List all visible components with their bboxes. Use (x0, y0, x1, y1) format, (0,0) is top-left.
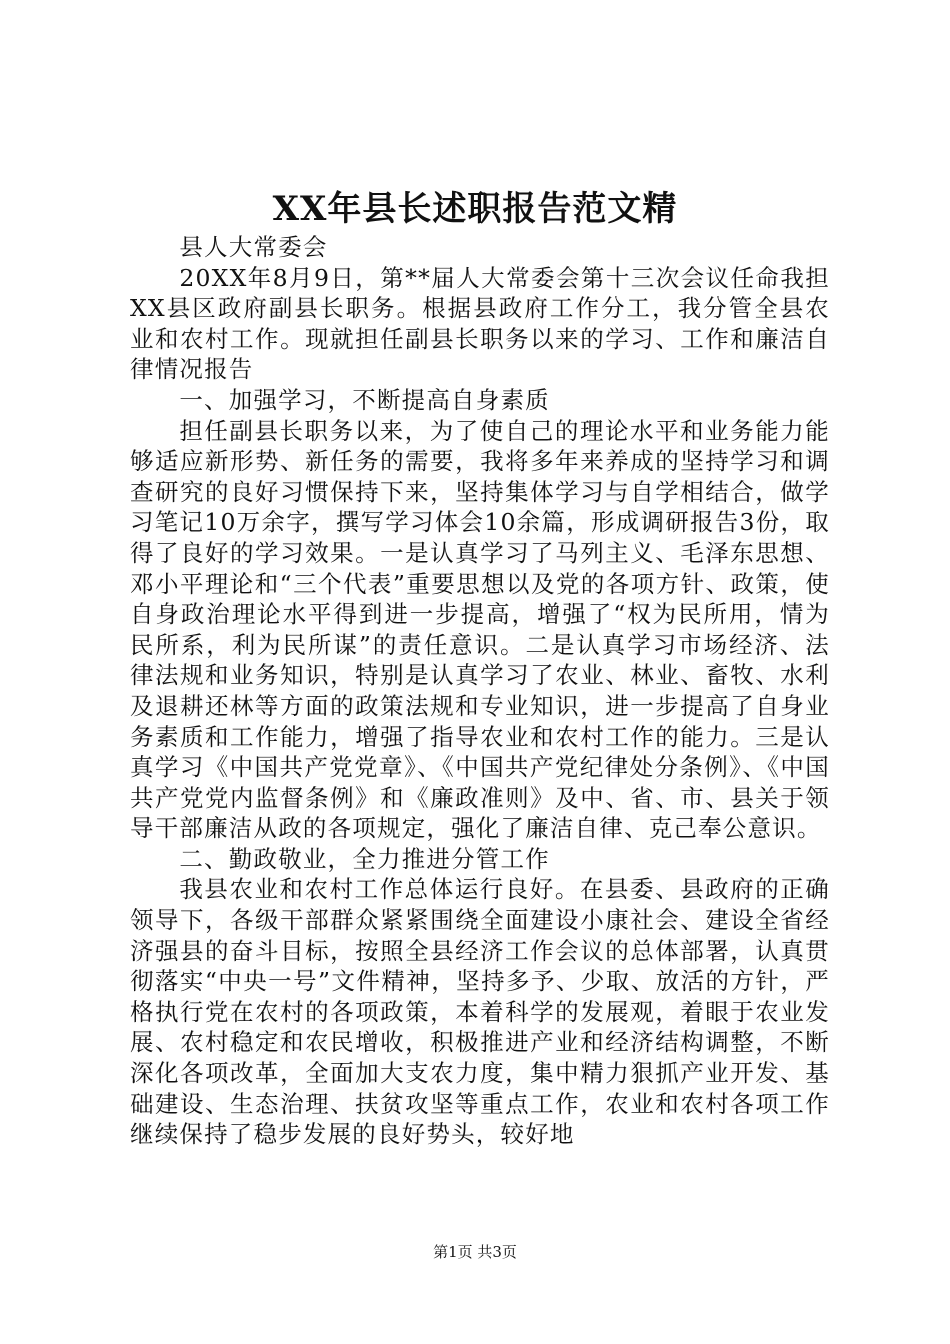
intro-paragraph: 20XX年8月9日，第**届人大常委会第十三次会议任命我担XX县区政府副县长职务。根据县政府工作分工，我分管全县农业和农村工作。现就担任副县长职务以来的学习、工作和廉洁自律情况报告 (130, 263, 830, 384)
page-footer: 第1页 共3页 (433, 1243, 517, 1261)
document-body (130, 232, 830, 1150)
document-title: XX年县长述职报告范文精 (272, 189, 678, 229)
body-paragraph: 担任副县长职务以来，为了使自己的理论水平和业务能力能够适应新形势、新任务的需要，我将多年来养成的坚持学习和调查研究的良好习惯保持下来，坚持集体学习与自学相结合，做学习笔记10万余字，撰写学习体会10余篇，形成调研报告3份，取得了良好的学习效果。一是认真学习了马列主义、毛泽东思想、邓小平理论和“三个代表”重要思想以及党的各项方针、政策，使自身政治理论水平得到进一步提高，增强了“权为民所用，情为民所系，利为民所谋”的责任意识。二是认真学习市场经济、法律法规和业务知识，特别是认真学习了农业、林业、畜牧、水利及退耕还林等方面的政策法规和专业知识，进一步提高了自身业务素质和工作能力，增强了指导农业和农村工作的能力。三是认真学习《中国共产党党章》、《中国共产党纪律处分条例》、《中国共产党党内监督条例》和《廉政准则》及中、省、市、县关于领导干部廉洁从政的各项规定，强化了廉洁自律、克己奉公意识。 (130, 416, 830, 843)
salutation: 县人大常委会 (179, 233, 328, 261)
body-paragraph: 我县农业和农村工作总体运行良好。在县委、县政府的正确领导下，各级干部群众紧紧围绕全面建设小康社会、建设全省经济强县的奋斗目标，按照全县经济工作会议的总体部署，认真贯彻落实“中央一号”文件精神，坚持多予、少取、放活的方针，严格执行党在农村的各项政策，本着科学的发展观，着眼于农业发展、农村稳定和农民增收，积极推进产业和经济结构调整，不断深化各项改革，全面加大支农力度，集中精力狠抓产业开发、基础建设、生态治理、扶贫攻坚等重点工作，农业和农村各项工作继续保持了稳步发展的良好势头，较好地 (130, 875, 830, 1149)
section-heading-1: 一、加强学习，不断提高自身素质 (179, 385, 550, 414)
section-heading-2: 二、勤政敬业，全力推进分管工作 (179, 844, 550, 873)
